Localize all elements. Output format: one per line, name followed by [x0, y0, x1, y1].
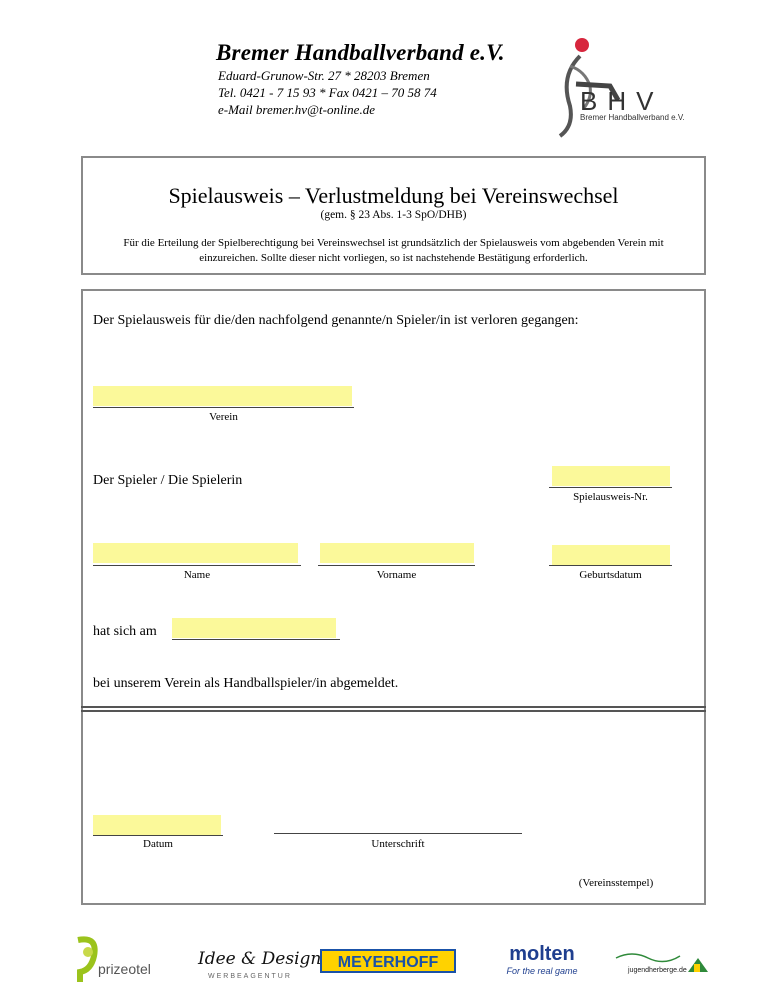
jugendherberge-logo: [612, 936, 708, 986]
prizeotel-text: prizeotel: [98, 961, 151, 977]
verein-underline: [93, 407, 354, 408]
ausweis-nr-field[interactable]: [552, 466, 670, 486]
verein-field[interactable]: [93, 386, 352, 406]
prizeotel-logo: [64, 936, 172, 986]
organization-name: Bremer Handballverband e.V.: [216, 40, 505, 65]
name-underline: [93, 565, 301, 566]
geburtsdatum-field[interactable]: [552, 545, 670, 565]
bhv-logo: [540, 36, 710, 136]
idee-design-text: Idee & Design: [198, 949, 322, 969]
molten-text: molten: [509, 943, 575, 965]
geburtsdatum-label: Geburtsdatum: [579, 569, 642, 581]
section-divider: [81, 710, 706, 712]
datum-label: Datum: [143, 838, 173, 850]
vereinsstempel-label: (Vereinsstempel): [578, 877, 654, 889]
name-field[interactable]: [93, 543, 298, 563]
form-box: [81, 289, 706, 905]
meyerhoff-text: MEYERHOFF: [337, 954, 439, 971]
molten-logo: [496, 936, 588, 986]
form-subtitle: (gem. § 23 Abs. 1-3 SpO/DHB): [320, 209, 467, 221]
ausweis-nr-underline: [549, 487, 672, 488]
organization-phone-fax: Tel. 0421 - 7 15 93 * Fax 0421 – 70 58 74: [218, 85, 437, 100]
form-title: Spielausweis – Verlustmeldung bei Vereinswechsel: [168, 183, 619, 208]
verein-label: Verein: [209, 411, 238, 423]
werbeagentur-text: WERBEAGENTUR: [208, 973, 292, 980]
organization-address: Eduard-Grunow-Str. 27 * 28203 Bremen: [218, 68, 430, 83]
organization-email: e-Mail bremer.hv@t-online.de: [218, 102, 375, 117]
unterschrift-label: Unterschrift: [371, 838, 425, 850]
logo-letters: BHV: [580, 86, 664, 116]
logo-caption: Bremer Handballverband e.V.: [580, 113, 685, 122]
datum-underline: [93, 835, 223, 836]
section-divider: [81, 706, 706, 708]
idee-design-logo: [198, 936, 322, 986]
abmelde-datum-underline: [172, 639, 340, 640]
abgemeldet-text: bei unserem Verein als Handballspieler/in abgemeldet.: [93, 676, 399, 691]
form-note: Für die Erteilung der Spielberechtigung bei Vereinswechsel ist grundsätzlich der Spielausweis vom abgebenden Verein mit einzureichen. Sollte dieser nicht vorliegen, so ist nachstehende Bestätigung erforderlich.: [123, 237, 664, 264]
datum-field[interactable]: [93, 815, 221, 835]
vorname-field[interactable]: [320, 543, 474, 563]
molten-slogan: For the real game: [506, 966, 578, 976]
unterschrift-underline[interactable]: [274, 833, 522, 834]
meyerhoff-logo: [320, 936, 456, 986]
ausweis-nr-label: Spielausweis-Nr.: [573, 491, 648, 503]
statement-text: Der Spielausweis für die/den nachfolgend genannte/n Spieler/in ist verloren gegangen:: [93, 313, 579, 328]
abmelde-datum-field[interactable]: [172, 618, 336, 638]
vorname-label: Vorname: [376, 569, 417, 581]
geburtsdatum-underline: [549, 565, 672, 566]
jugendherberge-text: jugendherberge.de: [628, 967, 687, 974]
name-label: Name: [183, 569, 211, 581]
spieler-label: Der Spieler / Die Spielerin: [93, 473, 243, 488]
hat-sich-am-label: hat sich am: [93, 624, 157, 639]
vorname-underline: [318, 565, 475, 566]
